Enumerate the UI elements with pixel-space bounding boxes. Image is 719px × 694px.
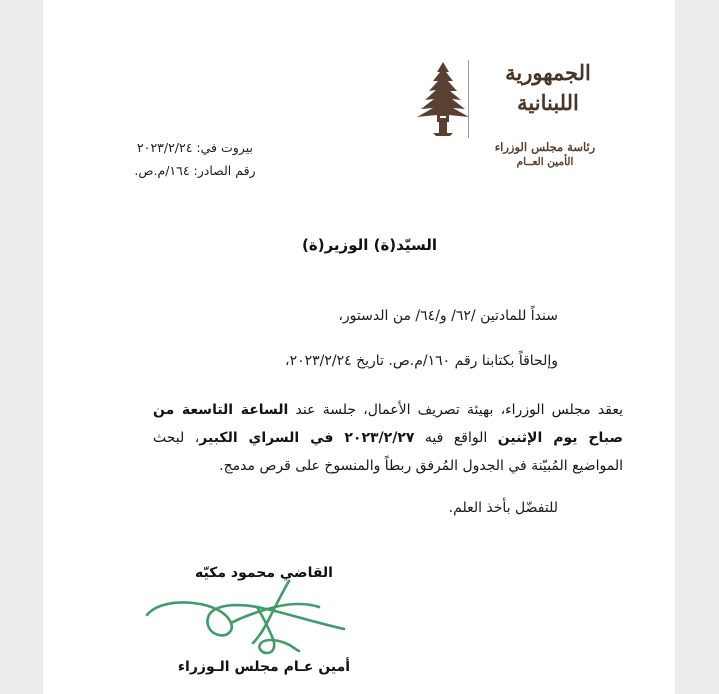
- letterhead-subtitle-secretary: الأمين العــام: [516, 156, 574, 168]
- document-page: [43, 0, 675, 694]
- body-paragraph: [153, 396, 623, 480]
- letterhead-republic-title: [473, 58, 623, 119]
- signer-name: القاضي محمود مكيّه: [195, 565, 333, 581]
- body-segment-1: يعقد مجلس الوزراء، بهيئة تصريف الأعمال، جلسة عند: [288, 402, 623, 418]
- prior-letter-reference: وإلحاقاً بكتابنا رقم ١٦٠/م.ص. تاريخ ٢٠٢٣/٢/٢٤،: [285, 353, 558, 369]
- republic-line-2: اللبنانية: [517, 90, 579, 116]
- handwritten-signature-icon: [139, 577, 379, 659]
- cedar-tree-icon: [407, 60, 479, 136]
- body-segment-5: ، لبحث المواضيع المُبيّنة في الجدول المُرفق ربطاً والمنسوخ على قرص مدمج.: [153, 430, 623, 474]
- outgoing-number: رقم الصادر: ١٦٤/م.ص.: [134, 163, 256, 179]
- signature-block: [139, 565, 389, 680]
- body-segment-4-bold: ٢٠٢٣/٢/٢٧ في السراي الكبير: [199, 430, 415, 446]
- letterhead: [403, 52, 653, 168]
- closing-line: للتفضّل بأخذ العلم.: [448, 500, 558, 516]
- body-segment-2-bold: الساعة التاسعة من صباح يوم الإثنين: [153, 402, 623, 446]
- body-segment-3: الواقع فيه: [414, 430, 498, 446]
- letterhead-subtitle-council: رئاسة مجلس الوزراء: [494, 140, 596, 154]
- signer-title: أمين عـام مجلس الـوزراء: [177, 659, 351, 675]
- constitution-citation: سنداً للمادتين /٦٢/ و/٦٤/ من الدستور،: [338, 308, 558, 324]
- addressee-line: السيّد(ة) الوزير(ة): [302, 236, 437, 254]
- republic-line-1: الجمهورية: [505, 60, 591, 85]
- place-and-date: بيروت في: ٢٠٢٣/٢/٢٤: [137, 140, 253, 155]
- reference-block: [100, 136, 290, 182]
